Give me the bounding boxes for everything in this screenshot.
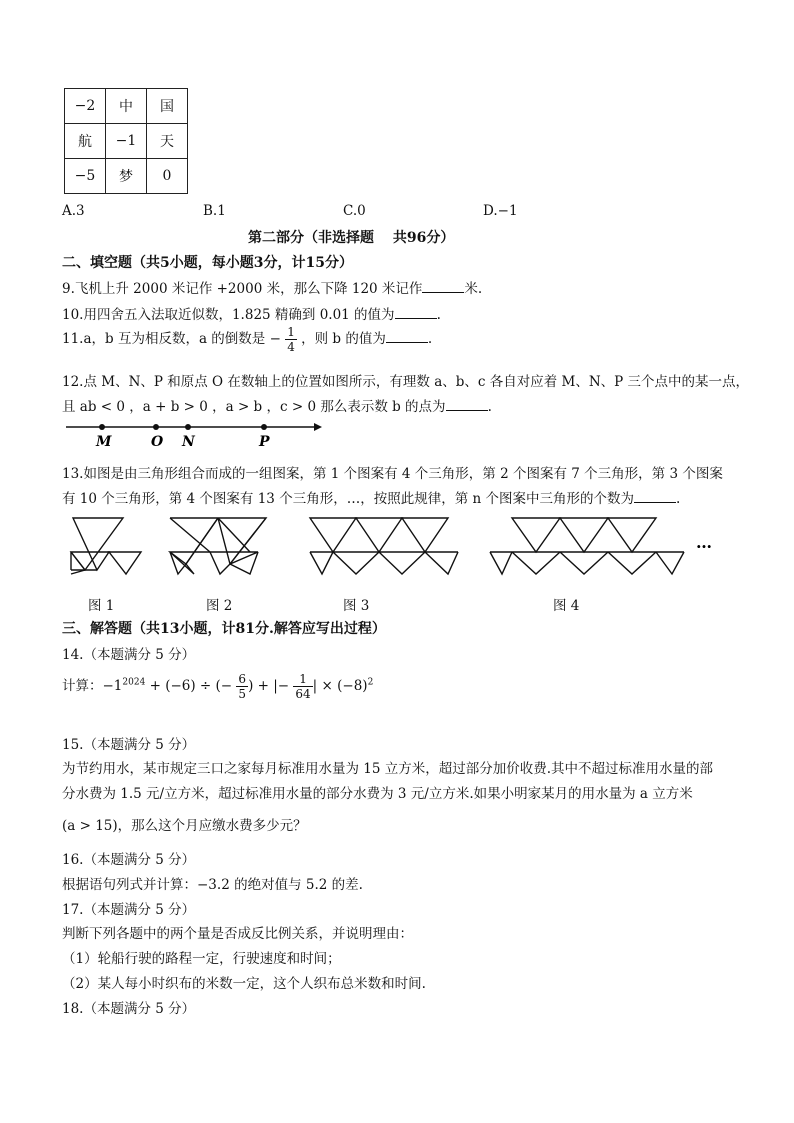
grid-cell: 航: [65, 124, 106, 159]
grid-cell: 中: [106, 89, 147, 124]
number-line: [60, 418, 330, 452]
q12-line2-wrap: [62, 395, 492, 415]
grid-cell: 天: [147, 124, 188, 159]
grid-cell: −5: [65, 159, 106, 194]
q13-line1: 13.如图是由三角形组合而成的一组图案，第 1 个图案有 4 个三角形，第 2 个图案有 7 个三角形，第 3 个图案: [62, 466, 723, 482]
q14-expression: [62, 672, 373, 701]
q14-header: 14.（本题满分 5 分）: [62, 647, 196, 663]
grid-cell: −1: [106, 124, 147, 159]
option-a: A.3: [62, 203, 85, 219]
q11-pre: 11.a，b 互为相反数，a 的倒数是 −: [62, 331, 281, 347]
q17-text: 判断下列各题中的两个量是否成反比例关系，并说明理由：: [62, 926, 413, 942]
arrow-head: [314, 423, 322, 431]
section3-heading: 三、解答题（共13小题，计81分.解答应写出过程）: [62, 621, 386, 637]
option-d: D.−1: [483, 203, 518, 219]
q15-header: 15.（本题满分 5 分）: [62, 737, 196, 753]
grid-cell: −2: [65, 89, 106, 124]
fraction-denominator: 5: [238, 687, 247, 701]
character-grid: [64, 88, 188, 194]
figure-label-1: 图 1: [88, 598, 115, 614]
part2-title: 第二部分（非选择题 共96分）: [248, 230, 455, 246]
q10-end: .: [436, 307, 441, 323]
triangle-patterns: [60, 512, 740, 592]
point-m: [99, 424, 105, 430]
grid-cell: 国: [147, 89, 188, 124]
option-c: C.0: [343, 203, 366, 219]
answer-blank: [634, 490, 676, 503]
q13-end: .: [675, 491, 681, 507]
point-o: [153, 424, 159, 430]
option-b: B.1: [203, 203, 226, 219]
ellipsis: …: [696, 533, 712, 552]
expr-part: −1: [102, 678, 123, 694]
q15-line1: 为节约用水，某市规定三口之家每月标准用水量为 15 立方米，超过部分加价收费.其中不超过标准用水量的部: [62, 761, 714, 777]
q15-line3: (a > 15)，那么这个月应缴水费多少元？: [62, 818, 307, 834]
figure-label-3: 图 3: [343, 598, 370, 614]
q13-line2-wrap: [62, 487, 680, 507]
q16-header: 16.（本题满分 5 分）: [62, 852, 196, 868]
q17-header: 17.（本题满分 5 分）: [62, 902, 196, 918]
q18-header: 18.（本题满分 5 分）: [62, 1001, 196, 1017]
answer-blank: [446, 398, 488, 411]
fraction: [293, 672, 312, 701]
expr-part: | × (−8): [312, 678, 368, 694]
question-9: [62, 277, 482, 297]
expr-part: ) + |−: [248, 678, 290, 694]
grid-cell: 梦: [106, 159, 147, 194]
label-p: P: [259, 434, 270, 450]
point-p: [261, 424, 267, 430]
figure-3-drawing: [310, 518, 458, 574]
figure-label-2: 图 2: [206, 598, 233, 614]
q9-end: 米.: [464, 281, 483, 297]
answer-blank: [395, 306, 437, 319]
fraction-numerator: 1: [293, 672, 312, 687]
q11-post: ，则 b 的值为: [301, 331, 386, 347]
question-11: [62, 325, 432, 354]
q9-text: 9.飞机上升 2000 米记作 +2000 米，那么下降 120 米记作: [62, 281, 423, 297]
fraction-denominator: 64: [295, 687, 311, 701]
answer-blank: [386, 330, 428, 343]
exponent: 2: [367, 677, 374, 688]
q12-line1: 12.点 M、N、P 和原点 O 在数轴上的位置如图所示，有理数 a、b、c 各自对应着 M、N、P 三个点中的某一点，: [62, 374, 750, 390]
q12-line2: 且 ab < 0 ，a + b > 0 ，a > b ，c > 0 那么表示数 b 的点为: [62, 399, 446, 415]
point-n: [185, 424, 191, 430]
q15-line2: 分水费为 1.5 元/立方米，超过标准用水量的部分水费为 3 元/立方米.如果小明家某月的用水量为 a 立方米: [62, 786, 693, 802]
fraction: [236, 672, 248, 701]
q17-item2: （2）某人每小时织布的米数一定，这个人织布总米数和时间.: [62, 976, 426, 992]
q17-item1: （1）轮船行驶的路程一定，行驶速度和时间；: [62, 951, 341, 967]
label-o: O: [151, 434, 164, 450]
label-m: M: [96, 434, 112, 450]
answer-blank: [422, 280, 464, 293]
label-n: N: [182, 434, 195, 450]
q12-end: .: [487, 399, 492, 415]
q14-prefix: 计算：: [62, 678, 103, 694]
q13-line2: 有 10 个三角形，第 4 个图案有 13 个三角形，…，按照此规律，第 n 个图案中三角形的个数为: [62, 491, 634, 507]
figure-2-drawing: [170, 518, 266, 574]
section2-heading: 二、填空题（共5小题，每小题3分，计15分）: [62, 255, 353, 271]
fraction-numerator: 6: [238, 672, 247, 686]
grid-cell: 0: [147, 159, 188, 194]
fraction: [285, 325, 297, 354]
figure-label-4: 图 4: [553, 598, 580, 614]
question-10: [62, 303, 441, 323]
exponent: 2024: [122, 677, 146, 688]
fraction-numerator: 1: [287, 325, 295, 339]
expr-part: + (−6) ÷ (−: [145, 678, 233, 694]
figure-4-drawing: [490, 518, 684, 574]
fraction-denominator: 4: [287, 340, 295, 354]
figure-1-drawing: [71, 518, 141, 574]
q16-text: 根据语句列式并计算：−3.2 的绝对值与 5.2 的差.: [62, 877, 363, 893]
q10-text: 10.用四舍五入法取近似数，1.825 精确到 0.01 的值为: [62, 307, 395, 323]
q11-end: .: [427, 331, 433, 347]
